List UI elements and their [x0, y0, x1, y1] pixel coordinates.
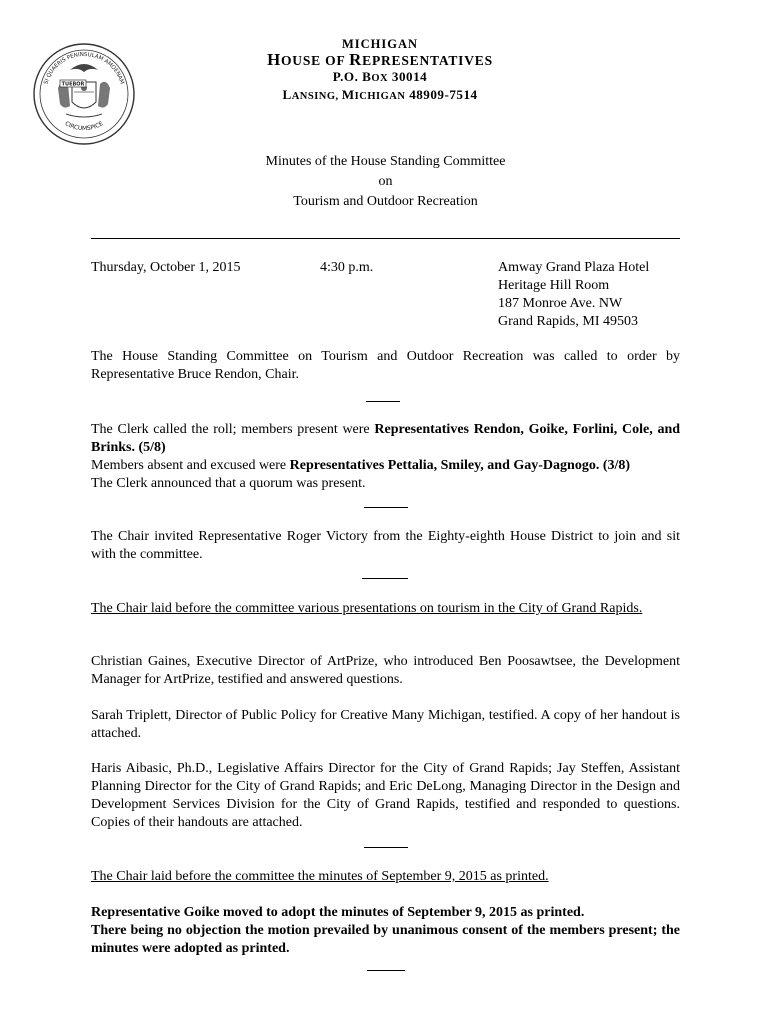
- document-title: [91, 152, 680, 212]
- title-line-3: Tourism and Outdoor Recreation: [293, 194, 478, 209]
- svg-text:CIRCUMSPICE: [64, 120, 105, 132]
- location-line: Grand Rapids, MI 49503: [498, 314, 638, 329]
- michigan-house-seal-icon: [30, 40, 138, 148]
- letterhead-city: LANSING, MICHIGAN 48909-7514: [282, 87, 478, 102]
- call-to-order-paragraph: The House Standing Committee on Tourism and Outdoor Recreation was called to order by Representative Bruce Rendon, Chair.: [91, 349, 680, 382]
- aibasic-paragraph: Haris Aibasic, Ph.D., Legislative Affairs Director for the City of Grand Rapids; Jay Steffen, Assistant Planning Director for the City of Grand Rapids; and Eric DeLong, Managing Director in the Design and Development Services Division for the City of Grand Rapids, testified and responded to questions. Copies of their handouts are attached.: [91, 761, 680, 830]
- members-absent: Representatives Pettalia, Smiley, and Gay-Dagnogo. (3/8): [289, 458, 631, 473]
- seal-bottom-text: CIRCUMSPICE: [63, 120, 105, 133]
- members-absent-paragraph: Members absent and excused were Representatives Pettalia, Smiley, and Gay-Dagnogo. (3/8): [91, 458, 631, 473]
- letterhead-chamber: HOUSE OF REPRESENTATIVES: [267, 50, 493, 69]
- title-line-1: Minutes of the House Standing Committee: [265, 154, 506, 169]
- meeting-location: [498, 259, 649, 331]
- location-line: Heritage Hill Room: [498, 278, 610, 293]
- header-divider: [91, 238, 680, 239]
- section-separator: [366, 401, 400, 402]
- presentations-heading: The Chair laid before the committee various presentations on tourism in the City of Grand Rapids.: [91, 601, 643, 616]
- location-line: 187 Monroe Ave. NW: [498, 296, 623, 311]
- meeting-date: Thursday, October 1, 2015: [91, 260, 241, 275]
- title-line-2: on: [378, 174, 393, 189]
- motion-paragraph: Representative Goike moved to adopt the minutes of September 9, 2015 as printed.: [91, 905, 585, 920]
- seal-top-text: SI QUAERIS PENINSULAM AMOENAM: [43, 51, 125, 86]
- section-separator: [364, 507, 408, 508]
- quorum-paragraph: The Clerk announced that a quorum was present.: [91, 476, 366, 491]
- letterhead: [240, 36, 520, 105]
- section-separator: [367, 970, 405, 971]
- letterhead-po-box: P.O. BOX 30014: [332, 69, 428, 84]
- minutes-heading: The Chair laid before the committee the minutes of September 9, 2015 as printed.: [91, 869, 549, 884]
- invite-paragraph: The Chair invited Representative Roger Victory from the Eighty-eighth House District to join and sit with the committee.: [91, 529, 680, 562]
- seal-banner-text: TUEBOR: [61, 81, 85, 88]
- letterhead-state: MICHIGAN: [341, 37, 419, 51]
- triplett-paragraph: Sarah Triplett, Director of Public Policy for Creative Many Michigan, testified. A copy of her handout is attached.: [91, 708, 680, 741]
- roll-call-paragraph: The Clerk called the roll; members present were Representatives Rendon, Goike, Forlini, Cole, and Brinks. (5/8): [91, 422, 681, 455]
- meeting-time: 4:30 p.m.: [320, 260, 374, 275]
- gaines-paragraph: Christian Gaines, Executive Director of ArtPrize, who introduced Ben Poosawtsee, the Development Manager for ArtPrize, testified and answered questions.: [91, 654, 680, 687]
- consent-paragraph: There being no objection the motion prevailed by unanimous consent of the members present; the minutes were adopted as printed.: [91, 923, 680, 956]
- members-present: Representatives Rendon, Goike, Forlini, Cole, and Brinks. (5/8): [91, 422, 681, 455]
- section-separator: [362, 578, 408, 579]
- section-separator: [364, 847, 408, 848]
- location-line: Amway Grand Plaza Hotel: [498, 260, 650, 275]
